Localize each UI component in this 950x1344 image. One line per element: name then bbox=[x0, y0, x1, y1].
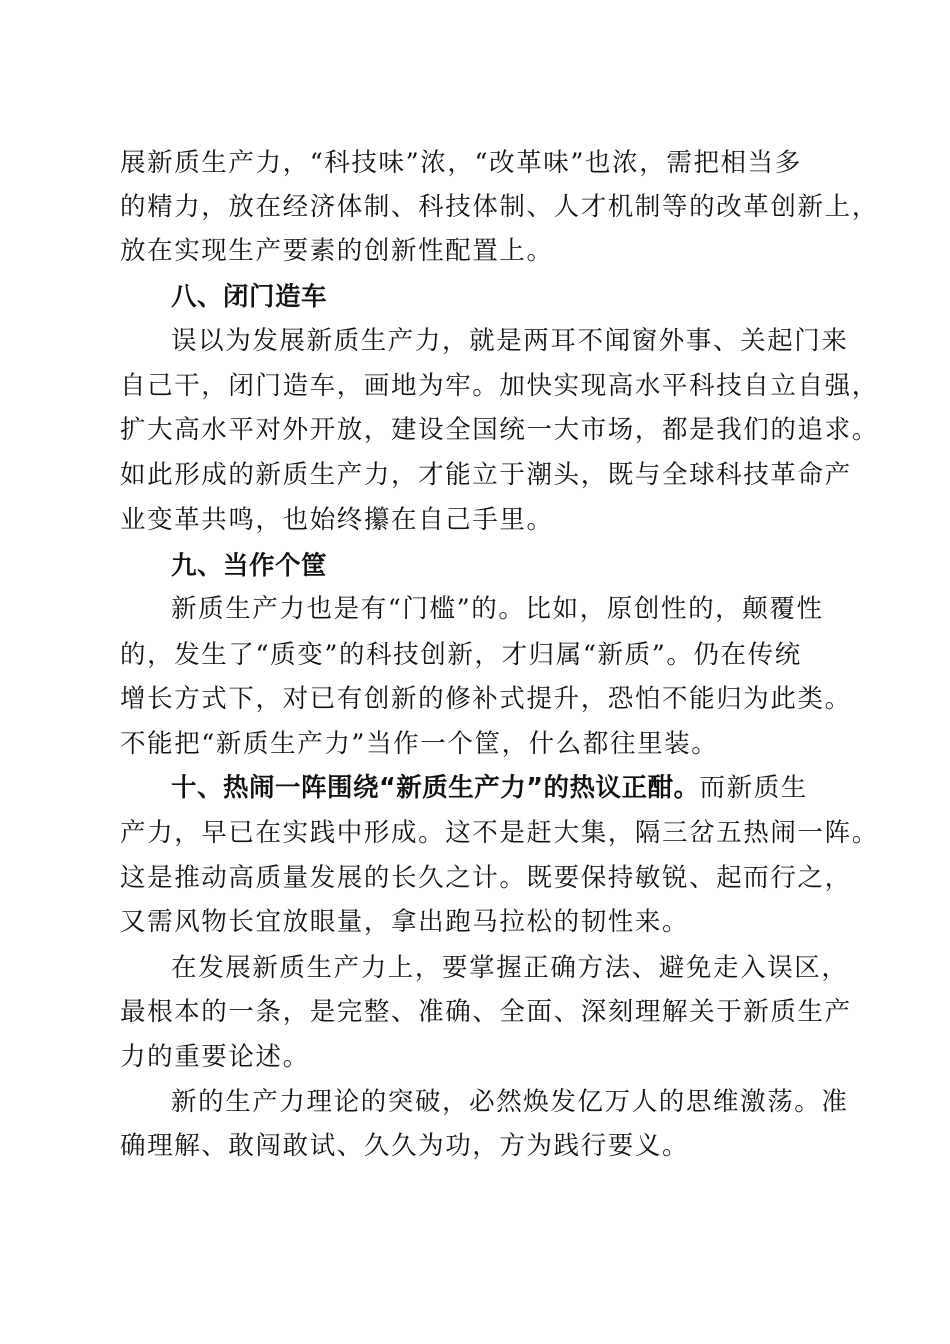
paragraph-line: 如此形成的新质生产力，才能立于潮头，既与全球科技革命产 bbox=[120, 460, 852, 490]
paragraph-line: 自己干，闭门造车，画地为牢。加快实现高水平科技自立自强， bbox=[120, 371, 879, 401]
paragraph-line: 扩大高水平对外开放，建设全国统一大市场，都是我们的追求。 bbox=[120, 415, 879, 445]
paragraph-line: 放在实现生产要素的创新性配置上。 bbox=[120, 236, 554, 266]
paragraph-line: 力的重要论述。 bbox=[120, 1042, 310, 1072]
paragraph-line: 的精力，放在经济体制、科技体制、人才机制等的改革创新上， bbox=[120, 192, 879, 222]
section-heading-10: 十、热闹一阵围绕“新质生产力”的热议正酣。 bbox=[171, 773, 700, 803]
paragraph-line: 最根本的一条，是完整、准确、全面、深刻理解关于新质生产 bbox=[120, 997, 852, 1027]
section-heading-9: 九、当作个筐 bbox=[171, 551, 328, 581]
paragraph-line: 不能把“新质生产力”当作一个筐，什么都往里装。 bbox=[120, 729, 719, 759]
paragraph-line: 的，发生了“质变”的科技创新，才归属“新质”。仍在传统 bbox=[120, 640, 802, 670]
paragraph-text: 而新质生 bbox=[699, 773, 808, 803]
section-heading-10-line bbox=[171, 773, 808, 803]
section-heading-8: 八、闭门造车 bbox=[171, 282, 328, 312]
paragraph-line: 展新质生产力，“科技味”浓，“改革味”也浓，需把相当多 bbox=[120, 148, 802, 178]
paragraph-line: 确理解、敢闯敢试、久久为功，方为践行要义。 bbox=[120, 1131, 690, 1161]
paragraph-line: 产力，早已在实践中形成。这不是赶大集，隔三岔五热闹一阵。 bbox=[120, 818, 879, 848]
paragraph-line: 误以为发展新质生产力，就是两耳不闻窗外事、关起门来 bbox=[171, 326, 849, 356]
paragraph-line: 增长方式下，对已有创新的修补式提升，恐怕不能归为此类。 bbox=[120, 684, 852, 714]
paragraph-line: 又需风物长宜放眼量，拿出跑马拉松的韧性来。 bbox=[120, 907, 690, 937]
paragraph-line: 新质生产力也是有“门槛”的。比如，原创性的，颠覆性 bbox=[171, 594, 824, 624]
paragraph-line: 新的生产力理论的突破，必然焕发亿万人的思维激荡。准 bbox=[171, 1087, 849, 1117]
paragraph-line: 在发展新质生产力上，要掌握正确方法、避免走入误区， bbox=[171, 953, 849, 983]
paragraph-line: 这是推动高质量发展的长久之计。既要保持敏锐、起而行之， bbox=[120, 863, 852, 893]
paragraph-line: 业变革共鸣，也始终攥在自己手里。 bbox=[120, 505, 554, 535]
